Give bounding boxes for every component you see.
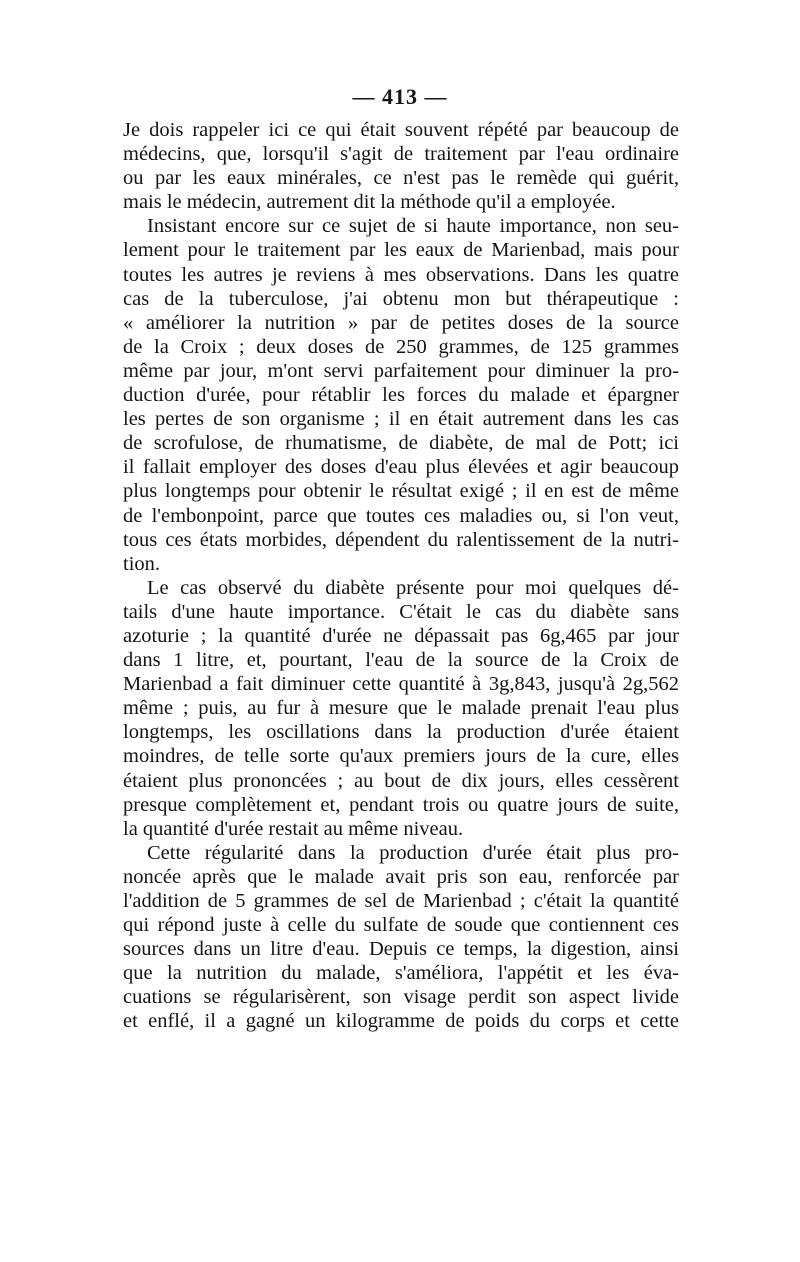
text-line: « améliorer la nutrition » par de petites doses de la source [123, 311, 679, 334]
text-line: plus longtemps pour obtenir le résultat exigé ; il en est de même [123, 480, 679, 503]
text-line: de la Croix ; deux doses de 250 grammes, de 125 grammes [123, 335, 679, 358]
text-line: Je dois rappeler ici ce qui était souvent répété par beaucoup de [123, 119, 679, 141]
text-line: longtemps, les oscillations dans la production d'urée étaient [123, 721, 679, 744]
text-line: Le cas observé du diabète présente pour moi quelques dé- [147, 576, 679, 599]
text-line: cas de la tuberculose, j'ai obtenu mon but thérapeutique : [123, 287, 679, 310]
text-line: Cette régularité dans la production d'urée était plus pro- [147, 841, 679, 864]
text-line: l'addition de 5 grammes de sel de Marienbad ; c'était la quantité [123, 890, 679, 912]
text-line: Insistant encore sur ce sujet de si haute importance, non seu- [147, 215, 679, 238]
text-line: tous ces états morbides, dépendent du ralentissement de la nutri- [123, 528, 679, 551]
text-line: ou par les eaux minérales, ce n'est pas le remède qui guérit, [123, 167, 679, 190]
text-line: lement pour le traitement par les eaux de Marienbad, mais pour [123, 239, 679, 262]
page-number: — 413 — [352, 84, 448, 109]
text-line: et enflé, il a gagné un kilogramme de poids du corps et cette [123, 1010, 679, 1033]
text-line: dans 1 litre, et, pourtant, l'eau de la source de la Croix de [123, 649, 679, 672]
text-line: tion. [123, 552, 161, 575]
text-line: duction d'urée, pour rétablir les forces du malade et épargner [123, 384, 679, 407]
text-line: la quantité d'urée restait au même niveau. [123, 817, 464, 840]
text-line: étaient plus prononcées ; au bout de dix jours, elles cessèrent [123, 769, 679, 792]
text-line: presque complètement et, pendant trois ou quatre jours de suite, [123, 793, 679, 816]
text-line: mais le médecin, autrement dit la méthode qu'il a employée. [123, 191, 616, 214]
text-line: les pertes de son organisme ; il en était autrement dans les cas [123, 408, 679, 431]
text-line: même par jour, m'ont servi parfaitement pour diminuer la pro- [123, 359, 679, 382]
text-line: toutes les autres je reviens à mes observations. Dans les quatre [123, 263, 679, 286]
text-line: tails d'une haute importance. C'était le cas du diabète sans [123, 600, 679, 623]
text-line: noncée après que le malade avait pris son eau, renforcée par [123, 865, 679, 888]
text-line: qui répond juste à celle du sulfate de soude que contiennent ces [123, 914, 679, 937]
text-line: que la nutrition du malade, s'améliora, l'appétit et les éva- [123, 962, 679, 985]
text-line: de l'embonpoint, parce que toutes ces maladies ou, si l'on veut, [123, 504, 679, 527]
text-line: médecins, que, lorsqu'il s'agit de traitement par l'eau ordinaire [123, 143, 679, 166]
text-line: Marienbad a fait diminuer cette quantité à 3g,843, jusqu'à 2g,562 [123, 673, 679, 696]
text-line: même ; puis, au fur à mesure que le malade prenait l'eau plus [123, 697, 679, 720]
text-line: de scrofulose, de rhumatisme, de diabète, de mal de Pott; ici [123, 432, 679, 455]
text-line: azoturie ; la quantité d'urée ne dépassait pas 6g,465 par jour [123, 624, 679, 647]
body-text [123, 118, 679, 1034]
text-line: moindres, de telle sorte qu'aux premiers jours de la cure, elles [123, 745, 679, 768]
text-line: sources dans un litre d'eau. Depuis ce temps, la digestion, ainsi [123, 938, 679, 961]
text-line: cuations se régularisèrent, son visage perdit son aspect livide [123, 986, 679, 1009]
text-line: il fallait employer des doses d'eau plus élevées et agir beaucoup [123, 456, 679, 479]
